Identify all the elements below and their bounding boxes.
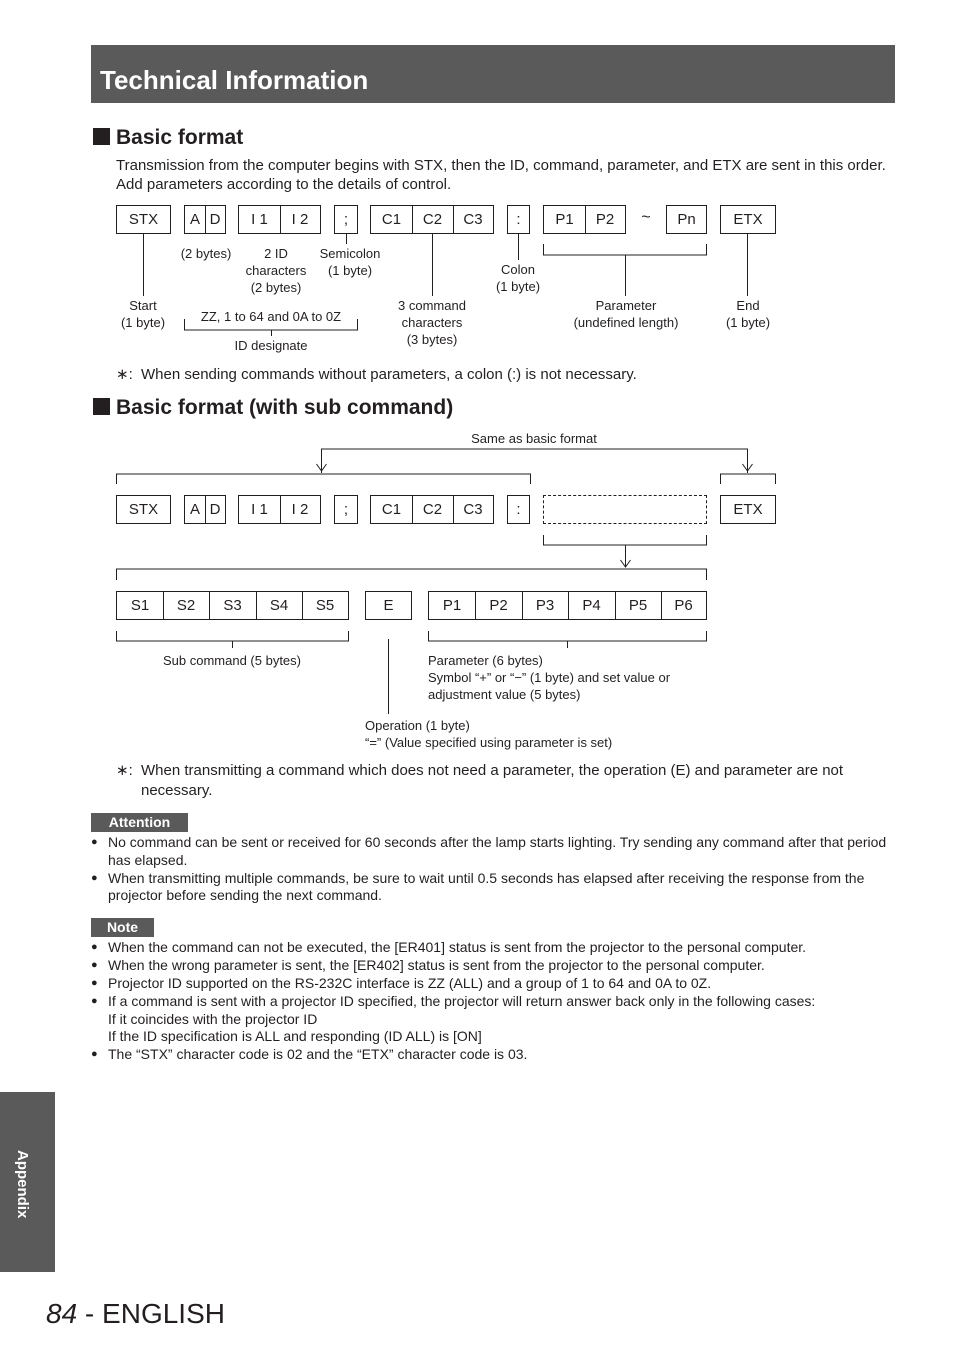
id-chars-label: [236, 245, 316, 296]
sub-stx-box: [116, 495, 171, 524]
basic-bracket-right: [721, 474, 776, 484]
attention-list: [91, 834, 896, 905]
section-title-basic-format: Basic format: [116, 126, 244, 149]
stx-label: STX: [128, 501, 159, 518]
parameter-6-line-1: Parameter (6 bytes): [428, 653, 543, 668]
semicolon-label: ;: [343, 211, 349, 228]
operation-desc-line-2: “=” (Value specified using parameter is set): [365, 735, 613, 750]
note-item: ● The “STX” character code is 02 and the “ETX” character code is 03.: [91, 1046, 896, 1064]
end-desc-line-1: End: [736, 298, 760, 313]
tilde-label: ~: [641, 209, 651, 226]
d-label: D: [209, 501, 221, 518]
note-sub-line: If it coincides with the projector ID: [108, 1010, 318, 1027]
note-mark: ∗:: [116, 366, 133, 383]
sub-colon-box: [507, 495, 530, 524]
end-desc: [713, 297, 783, 331]
footer-language: ENGLISH: [102, 1298, 225, 1329]
semicolon-desc-line-1: Semicolon: [319, 246, 381, 261]
s1-label: S1: [130, 597, 150, 614]
colon-label: :: [516, 211, 521, 228]
s3-label: S3: [223, 597, 242, 614]
c3-label: C3: [463, 501, 483, 518]
command-desc-line-3: (3 bytes): [406, 332, 458, 347]
colon-desc: [484, 261, 552, 295]
command-desc-line-2: characters: [401, 315, 463, 330]
c1-label: C1: [381, 501, 402, 518]
note-item: ● Projector ID supported on the RS-232C interface is ZZ (ALL) and a group of 1 to 64 and 0A to 0Z.: [91, 975, 896, 993]
section-title-sub-command: Basic format (with sub command): [116, 396, 454, 419]
p3-label: P3: [535, 597, 555, 614]
p2-label: P2: [489, 597, 508, 614]
appendix-label: Appendix: [14, 1150, 31, 1219]
p6-label: P6: [674, 597, 693, 614]
colon-desc-line-2: (1 byte): [495, 279, 541, 294]
p1-label: P1: [442, 597, 462, 614]
sub-semicolon-box: [334, 495, 358, 524]
sub-id-i-box: [238, 495, 321, 524]
section-marker: [93, 398, 110, 415]
parameter-6-line-3: adjustment value (5 bytes): [428, 687, 581, 702]
c1-label: C1: [381, 211, 402, 228]
c2-label: C2: [422, 501, 443, 518]
c3-label: C3: [463, 211, 483, 228]
end-desc-line-2: (1 byte): [725, 315, 771, 330]
page-number: 84: [46, 1298, 78, 1329]
sub-id-ad-box: [184, 495, 226, 524]
colon-desc-line-1: Colon: [501, 262, 535, 277]
basic-format-connectors: [0, 0, 954, 420]
parameter-6-line-2: Symbol “+” or “−” (1 byte) and set value or: [428, 670, 671, 685]
start-desc: [108, 297, 178, 331]
semicolon-desc-line-2: (1 byte): [327, 263, 373, 278]
page-title: Technical Information: [100, 65, 369, 95]
id-chars-line-1: 2 ID: [264, 246, 288, 261]
semicolon-desc: [312, 245, 388, 279]
note-item: ● When the command can not be executed, the [ER401] status is sent from the projector to the personal computer.: [91, 939, 896, 957]
e-label: E: [383, 597, 394, 614]
footer-separator: -: [77, 1298, 103, 1329]
note-item: ● When the wrong parameter is sent, the [ER402] status is sent from the projector to the personal computer.: [91, 957, 896, 975]
start-desc-line-2: (1 byte): [120, 315, 166, 330]
dashed-parameter-box: [543, 495, 707, 524]
parameter-desc-line-1: Parameter: [595, 298, 657, 313]
s4-label: S4: [269, 597, 289, 614]
note-list: [91, 939, 896, 1064]
note-item-text: ● If a command is sent with a projector ID specified, the projector will return answer back only in the following cases:: [108, 993, 816, 1009]
id-chars-line-2: characters: [245, 263, 307, 278]
i1-label: I 1: [251, 211, 268, 228]
page-footer: [46, 1296, 225, 1332]
note-item: [91, 993, 896, 1046]
sub-command-label: Sub command (5 bytes): [162, 653, 301, 668]
a-label: A: [189, 501, 200, 518]
attention-item: ● When transmitting multiple commands, be sure to wait until 0.5 seconds has elapsed after receiving the response from the projector before sending the next command.: [91, 870, 896, 905]
parameter-desc-line-2: (undefined length): [573, 315, 679, 330]
semicolon-label: ;: [343, 501, 349, 518]
etx-label: ETX: [733, 211, 763, 228]
basic-bracket-left: [117, 474, 531, 484]
command-desc: [382, 297, 482, 348]
colon-label: :: [516, 501, 521, 518]
i2-label: I 2: [291, 211, 309, 228]
note-badge: Note: [91, 918, 154, 937]
id-designate-label: ID designate: [234, 338, 308, 353]
s5-label: S5: [315, 597, 335, 614]
id-chars-line-3: (2 bytes): [250, 280, 302, 295]
parameter-6-desc: [428, 652, 728, 703]
sub-command-note: When transmitting a command which does not need a parameter, the operation (E) and parameter are not necessary.: [141, 762, 844, 799]
note-sub-line: If the ID specification is ALL and responding (ID ALL) is [ON]: [108, 1028, 482, 1044]
c2-label: C2: [422, 211, 443, 228]
stx-label: STX: [128, 211, 159, 228]
p2-label: P2: [595, 211, 615, 228]
i2-label: I 2: [291, 501, 309, 518]
basic-format-intro: Transmission from the computer begins with STX, then the ID, command, parameter, and ETX are sent in this order. Add parameters according to the details of control.: [116, 157, 886, 193]
dashed-bracket: [544, 535, 707, 545]
a-label: A: [189, 211, 200, 228]
etx-label: ETX: [733, 501, 763, 518]
expansion-bracket: [117, 569, 707, 580]
sub-command-box: [370, 495, 494, 524]
operation-desc: [365, 717, 665, 751]
zz-range-label: ZZ, 1 to 64 and 0A to 0Z: [200, 309, 342, 324]
sub-command-bracket: [117, 631, 349, 641]
command-desc-line-1: 3 command: [398, 298, 466, 313]
operation-desc-line-1: Operation (1 byte): [365, 718, 470, 733]
parameter-desc: [560, 297, 692, 331]
same-as-line: [322, 449, 748, 473]
p1-label: P1: [555, 211, 574, 228]
p5-label: P5: [628, 597, 648, 614]
parameter-bracket: [544, 244, 707, 255]
pn-label: Pn: [677, 211, 696, 228]
two-bytes-label: (2 bytes): [180, 246, 232, 261]
s2-label: S2: [176, 597, 196, 614]
d-label: D: [209, 211, 221, 228]
start-desc-line-1: Start: [129, 298, 157, 313]
p4-label: P4: [582, 597, 601, 614]
sub-etx-box: [720, 495, 776, 524]
parameter-bracket-2: [429, 631, 707, 641]
basic-format-note: When sending commands without parameters, a colon (:) is not necessary.: [141, 366, 637, 383]
attention-item: ● No command can be sent or received for 60 seconds after the lamp starts lighting. Try sending any command after that period has elapsed.: [91, 834, 896, 869]
attention-badge: Attention: [91, 813, 188, 832]
note-mark: ∗:: [116, 762, 133, 779]
i1-label: I 1: [251, 501, 268, 518]
same-as-label: Same as basic format: [471, 431, 597, 446]
